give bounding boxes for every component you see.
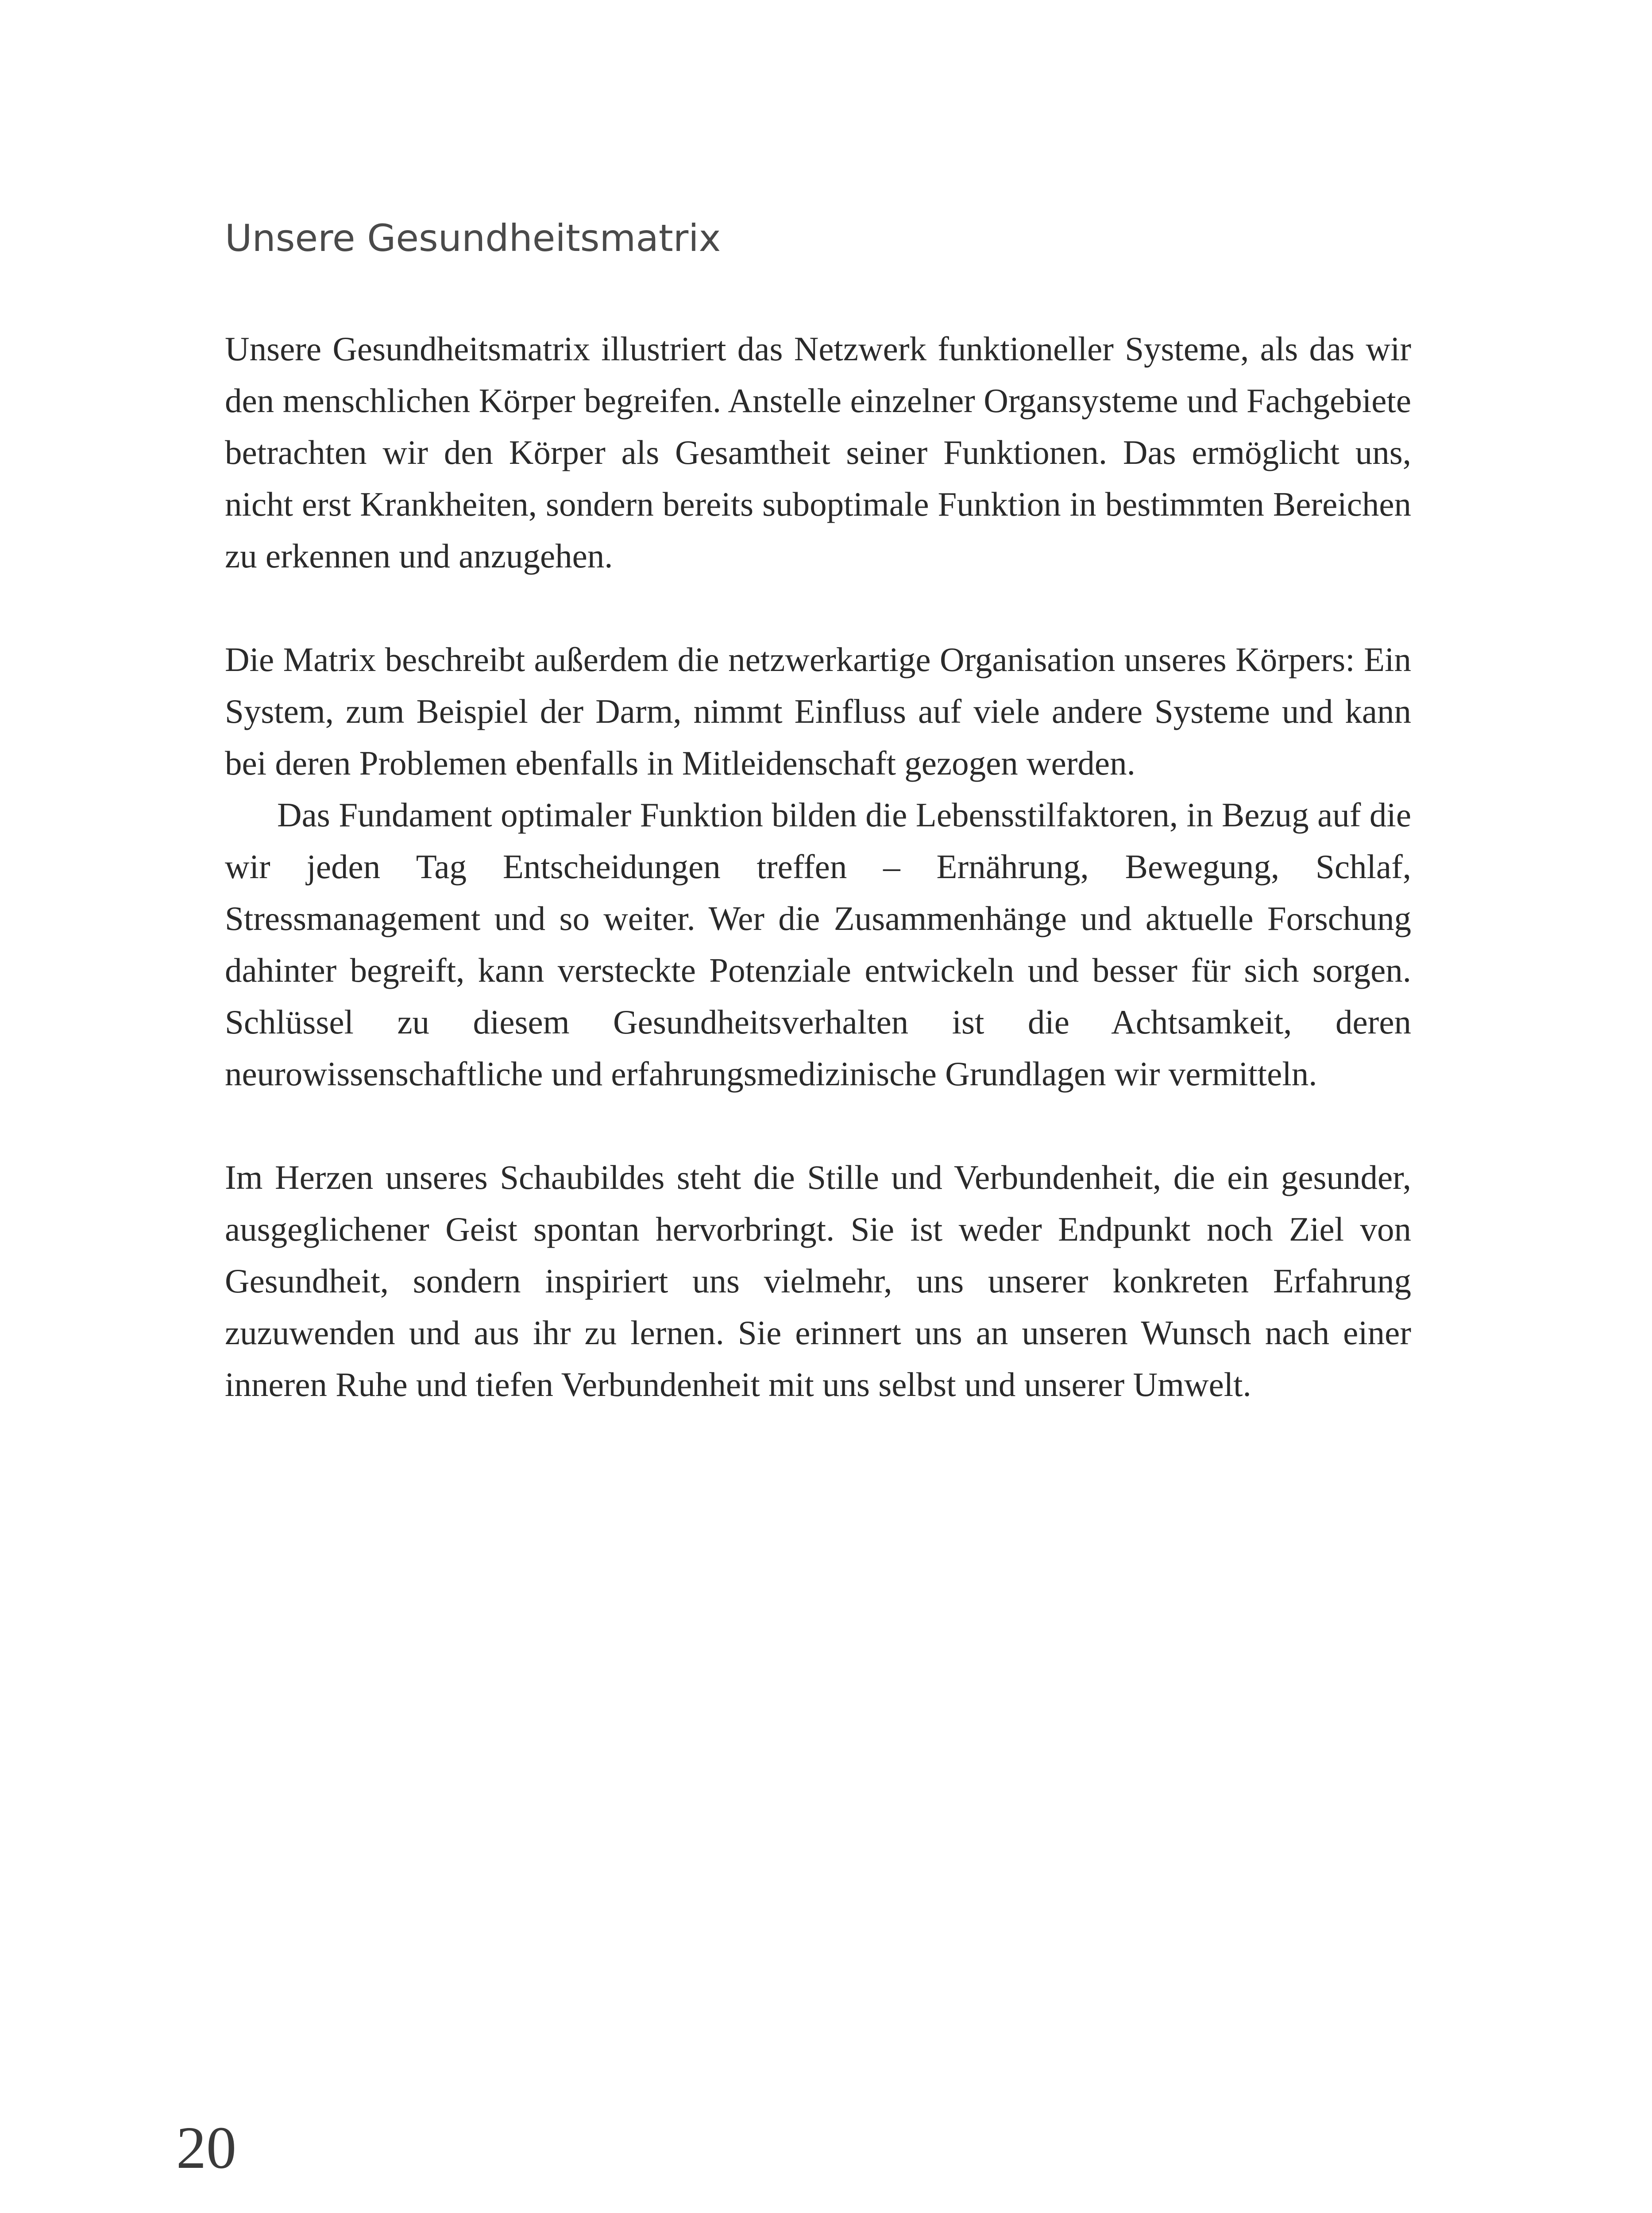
paragraph-lifestyle: Das Fundament optimaler Funktion bilden die Lebensstilfaktoren, in Bezug auf die wir jeden Tag Entscheidungen treffen – Ernährung, Bewegung, Schlaf, Stressmanagement und so weiter. Wer die Zusammenhänge und aktuelle Forschung dahinter begreift, kann versteckte Potenziale entwickeln und besser für sich sorgen. Schlüssel zu diesem Gesundheitsverhalten ist die Achtsamkeit, deren neurowissenschaftliche und erfahrungsmedizinische Grundlagen wir vermitteln. xyxy=(225,796,1411,1093)
paragraph-stillness: Im Herzen unseres Schaubildes steht die Stille und Verbundenheit, die ein gesunder, ausgeglichener Geist spontan hervorbringt. Sie ist weder Endpunkt noch Ziel von Gesundheit, sondern inspiriert uns vielmehr, uns unserer konkreten Erfahrung zuzuwenden und aus ihr zu lernen. Sie erinnert uns an unseren Wunsch nach einer inneren Ruhe und tiefen Verbundenheit mit uns selbst und unserer Umwelt. xyxy=(225,1158,1411,1403)
paragraph-intro: Unsere Gesundheitsmatrix illustriert das Netzwerk funktioneller Systeme, als das wir den menschlichen Körper begreifen. Anstelle einzelner Organsysteme und Fachgebiete betrachten wir den Körper als Gesamtheit seiner Funktionen. Das ermöglicht uns, nicht erst Krankheiten, sondern bereits suboptimale Funktion in bestimmten Bereichen zu erkennen und anzugehen. xyxy=(225,330,1411,575)
paragraph-network: Die Matrix beschreibt außerdem die netzwerkartige Organisation unseres Körpers: Ein System, zum Beispiel der Darm, nimmt Einfluss auf viele andere Systeme und kann bei deren Problemen ebenfalls in Mitleidenschaft gezogen werden. xyxy=(225,640,1411,782)
section-heading: Unsere Gesundheitsmatrix xyxy=(225,216,721,260)
body-text xyxy=(225,323,1411,1411)
page-number: 20 xyxy=(176,2115,236,2181)
